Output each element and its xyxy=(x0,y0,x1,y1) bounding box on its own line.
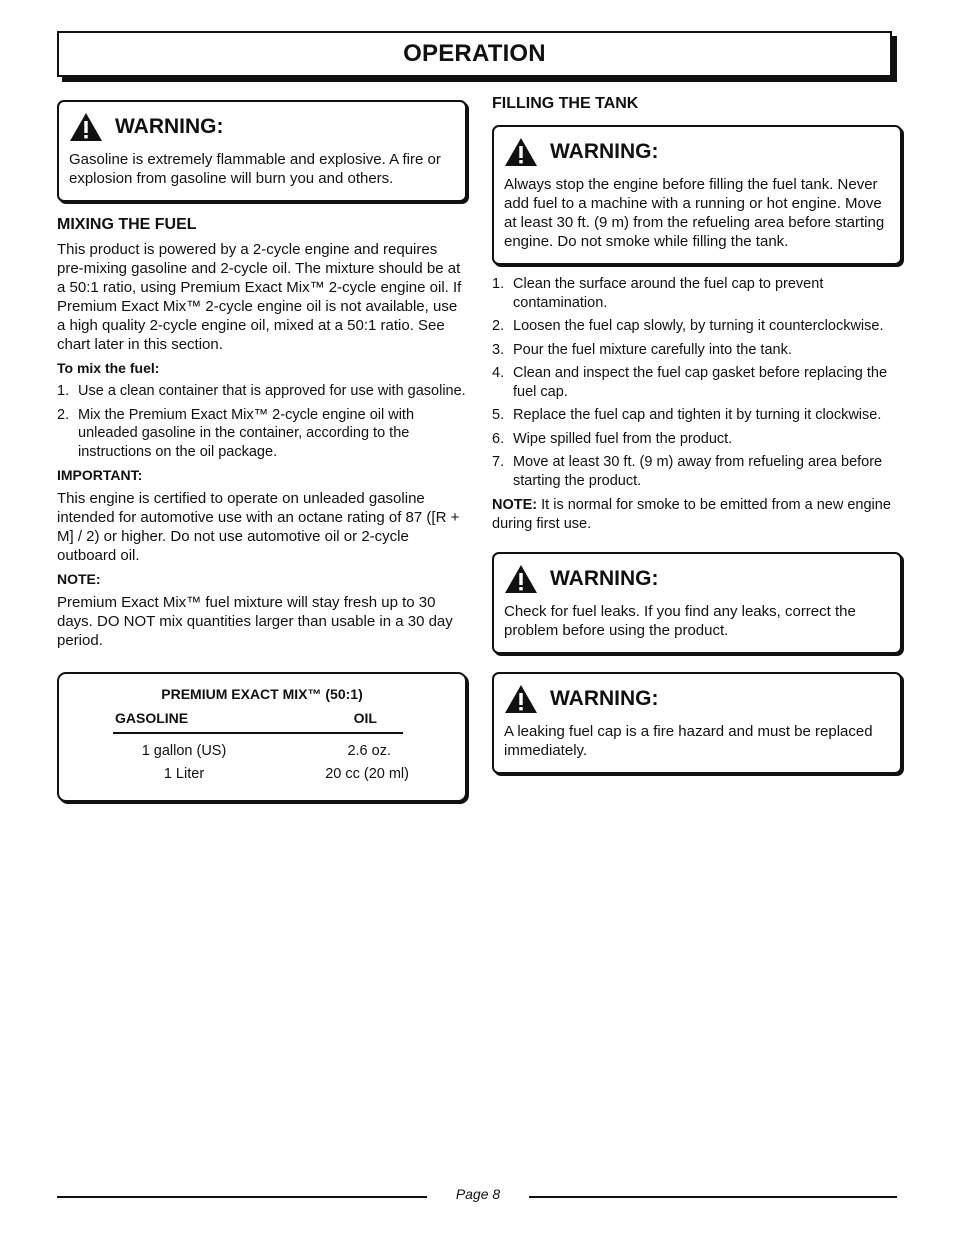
warning-triangle-icon xyxy=(69,112,103,142)
list-item: 7. Move at least 30 ft. (9 m) away from refueling area before starting the product. xyxy=(492,454,883,489)
list-item: 3. Pour the fuel mixture carefully into the tank. xyxy=(492,341,792,358)
mix-chart-title: PREMIUM EXACT MIX™ (50:1) xyxy=(161,686,363,702)
mixing-heading: MIXING THE FUEL xyxy=(57,216,197,233)
page-title: OPERATION xyxy=(403,40,546,67)
warning-triangle-icon xyxy=(504,684,538,714)
list-item: 4. Clean and inspect the fuel cap gasket before replacing the fuel cap. xyxy=(492,365,888,400)
warning-text: Check for fuel leaks. If you find any leaks, correct the problem before using the product. xyxy=(504,603,856,639)
filling-heading: FILLING THE TANK xyxy=(492,95,639,112)
warning-header xyxy=(504,684,890,714)
mix-chart-header xyxy=(113,710,403,734)
table-row: 1 Liter 20 cc (20 ml) xyxy=(163,766,409,782)
gasoline-column-header: GASOLINE xyxy=(115,710,189,726)
footer-rule-left xyxy=(57,1196,427,1198)
warning-text: Always stop the engine before filling the fuel tank. Never add fuel to a machine with a running or hot engine. Move at least 30 ft. (9 m) from the refueling area before starting engine. Do not smoke while filling the tank. xyxy=(504,176,885,250)
mixing-intro: This product is powered by a 2-cycle engine and requires pre-mixing gasoline and 2-cycle oil. The mixture should be at a 50:1 ratio, using Premium Exact Mix™ 2-cycle engine oil. If Premium Exact Mix™ 2-cycle engine oil is not available, use a high quality 2-cycle engine oil, mixed at a 50:1 ratio. See chart later in this section. xyxy=(57,241,462,353)
important-text: This engine is certified to operate on unleaded gasoline intended for automotive use with an octane rating of 87 ([R + M] / 2) or higher. Do not use automotive oil or 2-cycle outboard oil. xyxy=(57,490,460,564)
page-number: Page 8 xyxy=(455,1186,501,1202)
warning-header xyxy=(69,112,455,142)
right-column xyxy=(492,95,902,774)
mix-chart xyxy=(57,672,467,802)
fill-steps-list xyxy=(492,275,902,490)
left-column xyxy=(57,95,467,802)
warning-box-leaks xyxy=(492,552,902,654)
page-header xyxy=(57,31,892,77)
warning-text: A leaking fuel cap is a fire hazard and must be replaced immediately. xyxy=(504,723,873,759)
warning-title: WARNING: xyxy=(550,567,659,590)
table-row: 1 gallon (US) 2.6 oz. xyxy=(141,743,391,759)
list-item: 5. Replace the fuel cap and tighten it by turning it clockwise. xyxy=(492,407,882,423)
oil-column-header: OIL xyxy=(353,710,377,726)
to-mix-label: To mix the fuel: xyxy=(57,360,160,376)
list-item: 6. Wipe spilled fuel from the product. xyxy=(492,430,733,447)
list-item: 2. Mix the Premium Exact Mix™ 2-cycle engine oil with unleaded gasoline in the container, according to the instructions on the oil package. xyxy=(57,406,415,460)
footer-rule-right xyxy=(529,1196,897,1198)
list-item: 1. Use a clean container that is approved for use with gasoline. xyxy=(57,383,466,399)
warning-text: Gasoline is extremely flammable and explosive. A fire or explosion from gasoline will burn you and others. xyxy=(69,151,441,187)
page-footer xyxy=(57,1186,897,1206)
warning-box-filling xyxy=(492,125,902,265)
note-label: NOTE: xyxy=(57,571,101,587)
important-label: IMPORTANT: xyxy=(57,467,143,483)
mix-steps-list xyxy=(57,382,467,461)
warning-header xyxy=(504,564,890,594)
warning-triangle-icon xyxy=(504,564,538,594)
warning-box-fuel-cap xyxy=(492,672,902,774)
warning-title: WARNING: xyxy=(550,140,659,163)
warning-box-gasoline xyxy=(57,100,467,202)
note-text: Premium Exact Mix™ fuel mixture will stay fresh up to 30 days. DO NOT mix quantities larger than usable in a 30 day period. xyxy=(57,594,453,649)
list-item: 2. Loosen the fuel cap slowly, by turning it counterclockwise. xyxy=(492,318,884,334)
warning-header xyxy=(504,137,890,167)
fill-note-text: It is normal for smoke to be emitted from a new engine during first use. xyxy=(492,497,891,532)
warning-title: WARNING: xyxy=(115,115,224,138)
fill-note-label: NOTE: xyxy=(492,497,538,513)
warning-title: WARNING: xyxy=(550,687,659,710)
fill-note xyxy=(492,496,902,534)
list-item: 1. Clean the surface around the fuel cap to prevent contamination. xyxy=(492,276,824,311)
warning-triangle-icon xyxy=(504,137,538,167)
